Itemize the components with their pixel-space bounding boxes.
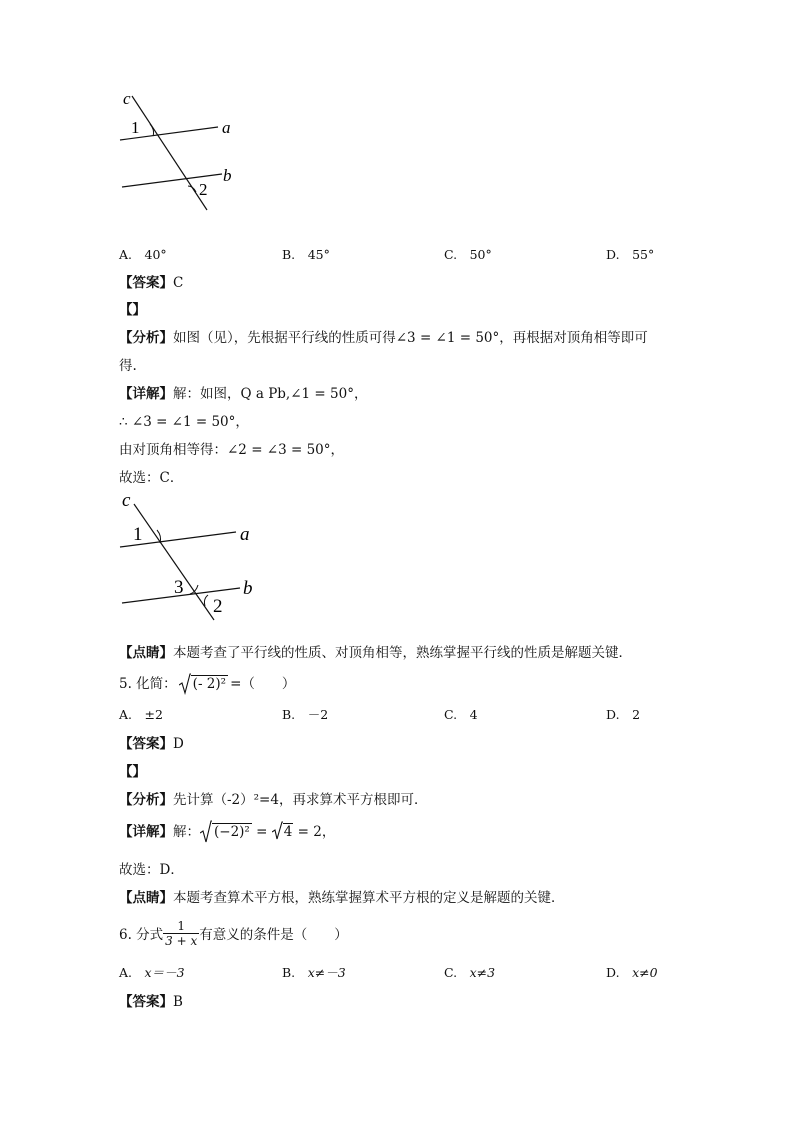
label-2: 2: [199, 180, 208, 199]
label-b: b: [223, 166, 232, 185]
q6-option-b[interactable]: B. x≠－3: [282, 965, 346, 980]
label-c: c: [122, 490, 131, 511]
q5-detail-sqrt-2: 4: [272, 824, 294, 840]
parallel-lines-figure-1: [110, 88, 250, 213]
q6-option-a[interactable]: A. x＝－3: [119, 965, 185, 980]
angle-2-arc: [204, 595, 208, 606]
q4-detail-step3: 由对顶角相等得：∠2 = ∠3 = 50°，: [119, 442, 345, 458]
q5-answer: 【答案】D: [119, 736, 184, 752]
q4-detail-step2: ∴ ∠3 = ∠1 = 50°，: [119, 414, 249, 430]
label-c: c: [123, 89, 131, 108]
q5-choose: 故选：D．: [119, 862, 184, 878]
q5-option-b[interactable]: B. －2: [282, 707, 329, 722]
q6-fraction: $\frac{1}{3 + x}$: [165, 918, 198, 948]
q4-option-b[interactable]: B. 45°: [282, 247, 330, 262]
q5-detail: 【详解】解： (−2)² = 4 = 2，: [119, 820, 335, 844]
q4-choose: 故选：C．: [119, 470, 184, 486]
q4-option-c[interactable]: C. 50°: [444, 247, 492, 262]
q5-sqrt: (- 2)²: [179, 676, 228, 692]
q4-analysis: 【分析】如图（见），先根据平行线的性质可得∠3 = ∠1 = 50°，再根据对顶角相等即可: [119, 330, 648, 346]
q5-detail-sqrt-1: (−2)²: [200, 824, 252, 840]
q4-option-a[interactable]: A. 40°: [119, 247, 167, 262]
label-a: a: [222, 118, 231, 137]
q5-option-a[interactable]: A. ±2: [119, 707, 163, 722]
label-2: 2: [213, 596, 223, 617]
q4-blank-tag: 【】: [119, 302, 146, 318]
q5-option-c[interactable]: C. 4: [444, 707, 478, 722]
q4-option-d[interactable]: D. 55°: [606, 247, 655, 262]
q5-analysis: 【分析】先计算（-2）²=4，再求算术平方根即可．: [119, 792, 428, 808]
q4-analysis-cont: 得.: [119, 358, 137, 374]
q5-comment: 【点睛】本题考查算术平方根，熟练掌握算术平方根的定义是解题的关键．: [119, 890, 565, 906]
label-1: 1: [133, 524, 143, 545]
label-b: b: [243, 578, 253, 599]
q6-stem: 6. 分式 $\frac{1}{3 + x}$ 有意义的条件是（ ）: [119, 918, 348, 948]
q5-option-d[interactable]: D. 2: [606, 707, 641, 722]
angle-1-arc: [150, 124, 154, 136]
label-a: a: [240, 524, 250, 545]
q6-answer: 【答案】B: [119, 994, 183, 1010]
angle-1-arc: [157, 530, 161, 543]
label-3: 3: [174, 577, 184, 598]
q6-option-c[interactable]: C. x≠3: [444, 965, 496, 980]
line-c: [134, 504, 214, 620]
parallel-lines-figure-2: [110, 488, 270, 623]
q5-stem: 5. 化简： (- 2)² =（ ）: [119, 676, 296, 692]
q4-answer: 【答案】C: [119, 275, 184, 291]
q4-detail: 【详解】解：如图，Q a Pb,∠1 = 50°，: [119, 386, 368, 402]
q5-blank-tag: 【】: [119, 764, 146, 780]
q4-comment: 【点睛】本题考查了平行线的性质、对顶角相等，熟练掌握平行线的性质是解题关键．: [119, 645, 632, 661]
line-c: [132, 96, 207, 210]
q6-option-d[interactable]: D. x≠0: [606, 965, 658, 980]
label-1: 1: [131, 118, 140, 137]
